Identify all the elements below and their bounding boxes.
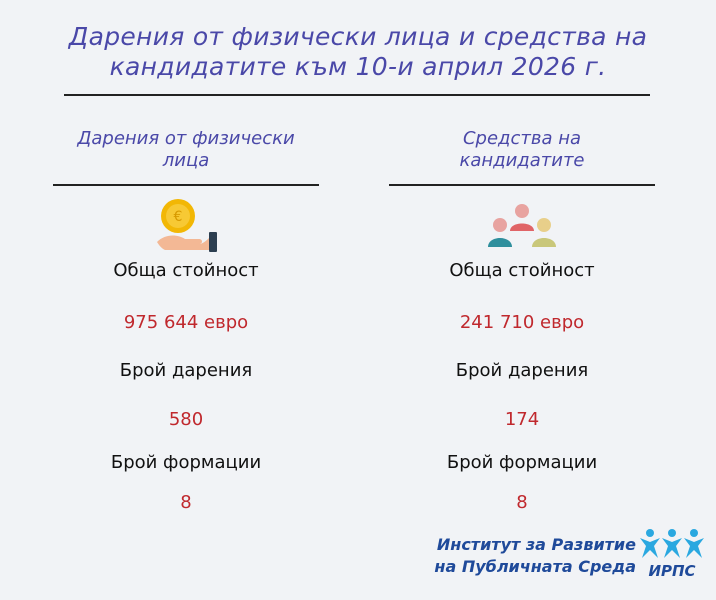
candidates-divider [389, 184, 655, 186]
people-group-icon [372, 196, 672, 256]
candidates-column [372, 128, 672, 513]
donations-total-value: 975 644 евро [123, 312, 249, 333]
donations-formations-label: Брой формации [110, 452, 262, 473]
candidates-count-label: Брой дарения [455, 360, 589, 381]
candidates-heading: Средства на кандидатите [459, 128, 585, 171]
title-line-1: Дарения от физически лица и средства на [68, 22, 648, 51]
donations-formations-value: 8 [180, 492, 192, 513]
title-divider [64, 94, 650, 96]
donations-column [36, 128, 336, 513]
donations-count-label: Брой дарения [119, 360, 253, 381]
title-line-2: кандидатите към 10-и април 2026 г. [109, 52, 607, 81]
hand-with-coin-icon [36, 196, 336, 256]
page-title [0, 22, 716, 82]
donations-divider [53, 184, 319, 186]
donations-total-label: Обща стойност [113, 260, 259, 281]
svg-text:€: € [173, 209, 183, 225]
candidates-total-label: Обща стойност [449, 260, 595, 281]
candidates-formations-label: Брой формации [446, 452, 598, 473]
institute-logo-text: Институт за Развитие на Публичната Среда [434, 535, 636, 576]
institute-logo [638, 528, 706, 580]
candidates-count-value: 174 [504, 409, 540, 430]
candidates-total-value: 241 710 евро [459, 312, 585, 333]
donations-heading: Дарения от физически лица [77, 128, 295, 171]
people-logo-icon [638, 528, 706, 560]
donations-count-value: 580 [168, 409, 204, 430]
logo-abbreviation: ИРПС [648, 562, 696, 580]
candidates-formations-value: 8 [516, 492, 528, 513]
